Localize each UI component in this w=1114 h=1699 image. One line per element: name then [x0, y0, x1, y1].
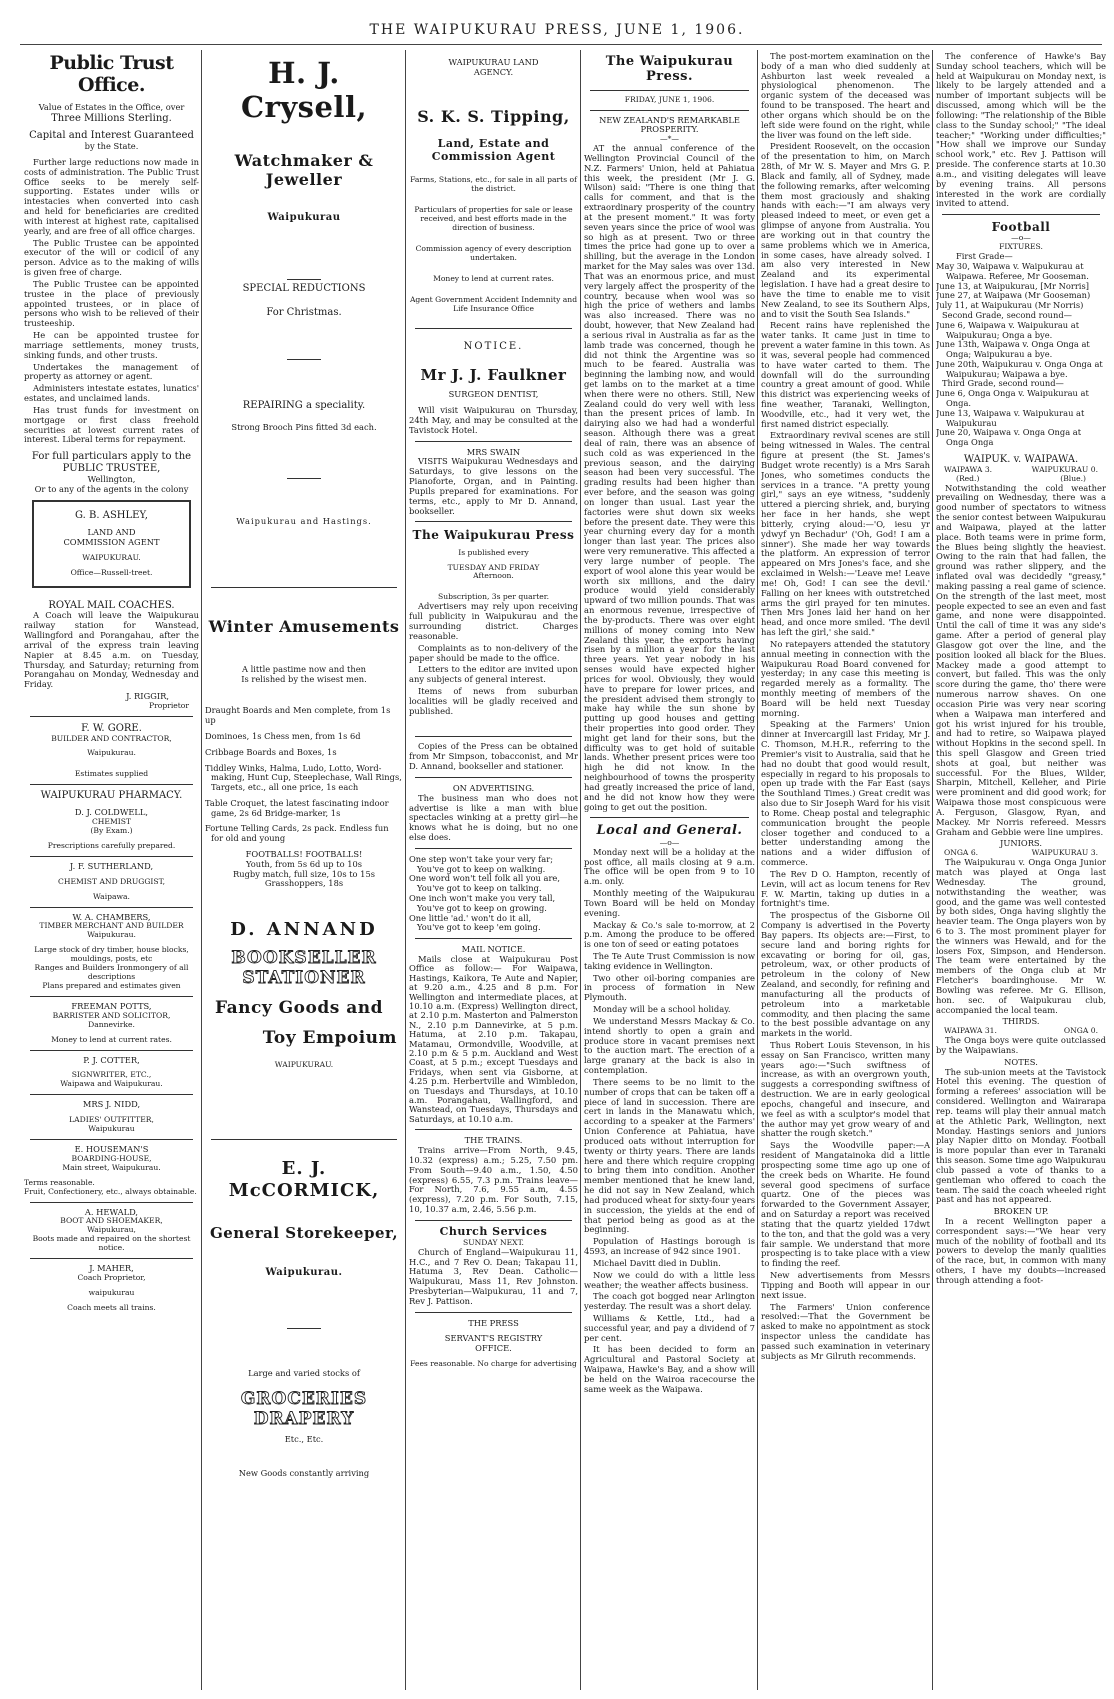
swain-paragraph: VISITS Waipukurau Wednesdays and Saturdays, to give lessons on the Pianoforte, Organ, and in Painting. Pupils prepared for examinations. For terms, etc., apply to Mr D. Annand, bookseller. [409, 456, 578, 516]
repairing-line: REPAIRING a speciality. [242, 399, 366, 411]
bookseller-line: BOOKSELLER [231, 948, 377, 969]
football-heading: Football [991, 220, 1051, 235]
maher-name: J. MAHER, [89, 1263, 134, 1274]
pastime-line: A little pastime now and then [242, 663, 366, 674]
trust-paragraph: Undertakes the management of property as attorney or agent. [24, 361, 199, 382]
fixture-line: June 13, Waipawa v. Waipukurau at Waipukurau [936, 407, 1085, 428]
heading-ornament: —o— [1011, 233, 1031, 243]
on-advertising-paragraph: The business man who does not advertise is like a man with blue spectacles winking at a pretty girl—he knows what he is doing, but no one else does. [409, 792, 578, 843]
chambers-town: Waipukurau. [87, 930, 136, 940]
score-right: ONGA 0. [1063, 1026, 1098, 1036]
gore-name: F. W. GORE. [81, 722, 142, 734]
local-paragraph: It has been decided to form an Agricultural and Pastoral Society at Waipawa, Hawke's Bay, and a show will be held on the Wairoa racecourse the same week as the Waipawa. [584, 1344, 755, 1394]
grade-heading: First Grade— [956, 251, 1013, 262]
fixture-line: June 13th, Waipawa v. Onga Onga at Onga; Waipukurau a bye. [936, 339, 1090, 360]
brooch-line: Strong Brooch Pins fitted 3d each. [231, 422, 377, 433]
maher-coach: Coach meets all trains. [67, 1302, 156, 1312]
on-advertising-heading: ON ADVERTISING. [452, 782, 535, 793]
agent-line: Agent Government Accident Indemnity and Life Insurance Office [409, 295, 578, 313]
chambers-name: W. A. CHAMBERS, [72, 911, 151, 922]
amusement-item: Dominoes, 1s Chess men, from 1s 6d [205, 730, 361, 741]
ashley-office: Office—Russell-treet. [70, 567, 153, 577]
wellington-line: Wellington, [87, 473, 136, 484]
land-agency-heading: AGENCY. [473, 66, 514, 77]
divider [30, 856, 193, 857]
registry-heading: OFFICE. [475, 1343, 512, 1354]
local-paragraph: Monday next will be a holiday at the post office, all mails closing at 9 a.m. The office will be open from 9 to 10 a.m. only. [584, 846, 755, 887]
trust-paragraph: He can be appointed trustee for marriage settlements, money trusts, sinking funds, and other trusts. [24, 330, 199, 360]
afternoon-line: Afternoon. [473, 571, 514, 581]
mccormick-trade: General Storekeeper, [209, 1223, 399, 1242]
local-paragraph: Williams & Kettle, Ltd., had a successful year, and pay a dividend of 7 per cent. [584, 1312, 755, 1343]
score-right: WAIPUKURAU 3. [1031, 848, 1098, 858]
potts-town: Dannevirke. [88, 1019, 135, 1029]
faulkner-visit: Will visit Waipukurau on Thursday, 24th May, and may be consulted at the Tavistock Hotel. [409, 405, 578, 435]
divider [287, 279, 321, 280]
divider [211, 587, 397, 588]
column-6-sport [936, 52, 1106, 1692]
cotter-name: P. J. COTTER, [83, 1054, 140, 1065]
divider [415, 736, 572, 737]
ashley-trade: COMMISSION AGENT [63, 536, 160, 547]
press-heading: The Waipukurau Press [412, 528, 575, 543]
divider [30, 1094, 193, 1095]
juniors-heading: JUNIORS. [1000, 838, 1042, 849]
farms-line: Farms, Stations, etc., for sale in all parts of the district. [410, 175, 577, 194]
agents-line: Or to any of the agents in the colony [34, 483, 189, 494]
masthead: THE WAIPUKURAU PRESS, JUNE 1, 1906. [369, 22, 745, 38]
maher-town: waipukurau [88, 1287, 135, 1297]
column-3-ads [409, 52, 578, 1692]
column-1-ads [24, 52, 199, 1692]
column-rule [580, 50, 581, 1690]
divider [415, 1129, 572, 1130]
news-paragraph: The prospectus of the Gisborne Oil Company is advertised in the Poverty Bay papers. Its objects are:—First, to secure land and boring rights for excavating or boring for oil, gas, petroleum, wax, or other products of petroleum in the colony of New Zealand, and secondly, for refining and manufacturing all the products of petroleum into a marketable commodity, and then placing the same to the best possible advantage on any markets in the world. [761, 910, 930, 1039]
winter-amusements-heading: Winter Amusements [208, 616, 400, 636]
news-paragraph: Says the Woodville paper:—A resident of Mangatainoka did a little prospecting some time ago up one of the creek beds on Wharite. He found several good specimens of surface quartz. One of the pieces was forwarded to the Government Assayer, and on Saturday a report was received stating that the quartz yielded 17dwt to the ton, and that the gold was a very fair sample. We understand that more prospecting is to take place with a view to finding the reef. [761, 1140, 930, 1269]
fixture-line: June 6, Onga Onga v. Waipukurau at Onga. [936, 388, 1089, 409]
local-paragraph: We understand Messrs Mackay & Co. intend shortly to open a grain and produce store in vacant premises next to the auction mart. The erection of a large granary at the back is also in contemplation. [584, 1015, 755, 1076]
news-paragraph: The Farmers' Union conference resolved:—That the Government be asked to make no appointment as stock inspector unless the candidate has passed such examination in veterinary subjects as Mr Gilruth recommends. [761, 1301, 930, 1361]
registry-heading: THE PRESS [468, 1317, 519, 1328]
news-paragraph: The Rev D O. Hampton, recently of Levin, will act as locum tenens for Rev F. W. Martin, taking up duties in a fortnight's time. [761, 868, 930, 909]
amusement-item: Fortune Telling Cards, 2s pack. Endless fun for old and young [205, 823, 389, 844]
registry-heading: SERVANT'S REGISTRY [444, 1333, 543, 1344]
commission-line: Commission agency of every description undertaken. [415, 244, 572, 263]
notice-heading: NOTICE. [463, 340, 524, 352]
paper-title: The Waipukurau Press. [605, 54, 734, 85]
news-paragraph: Speaking at the Farmers' Union dinner at Invercargill last Friday, Mr J. C. Thomson, M.H.R., referring to the Premier's visit to Australia, said that he had no doubt that good would result, especially in regard to his proposals to open up trade with the Far East (says the Southland Times.) Great credit was also due to Sir Joseph Ward for his visit to Rome. Cheap postal and telegraphic communication brought the people closer together and conduced to a better understanding among the nations and a wider diffusion of commerce. [761, 719, 930, 868]
royal-mail-signature: J. RIGGIR, [126, 691, 169, 701]
hewald-town: Waipukurau, [87, 1225, 136, 1235]
local-paragraph: There seems to be no limit to the number of crops that can be taken off a piece of land in succession. There are cert in lands in the Manawatu which, according to a speaker at the Farmers' Union Conference at Pahiatua, have produced oats without interruption for twenty or thirty years. There are lands here and there which require cropping to bring them into condition. Another member mentioned that he knew land, he did not say in New Zealand, which had produced wheat for sixty-four years in succession, the yields at the end of that period being as good as at the beginning. [584, 1076, 755, 1235]
local-paragraph: Michael Davitt died in Dublin. [593, 1257, 721, 1268]
divider [287, 359, 321, 360]
potts-name: FREEMAN POTTS, [71, 1000, 152, 1011]
poem-line: One word won't tell folk all you are, [409, 873, 560, 884]
local-paragraph: The coach got bogged near Arlington yesterday. The result was a short delay. [584, 1291, 755, 1312]
poem-line: One step won't take your very far; [409, 853, 553, 864]
chambers-line: Ranges and Builders Ironmongery of all descriptions [34, 963, 189, 982]
church-paragraph: Church of England—Waipukurau 11, H.C., and 7 Rev O. Dean; Takapau 11, Hatuma 3, Rev Dean. Catholic—Waipukurau, Mass 11, Rev Johnston. Presbyterian—Waipukurau, 11 and 7, Rev J. Pattison. [409, 1246, 578, 1306]
divider [590, 90, 749, 91]
local-paragraph: Monthly meeting of the Waipukurau Town Board will be held on Monday evening. [584, 888, 755, 918]
gore-estimates: Estimates supplied [74, 769, 149, 779]
divider [415, 328, 572, 329]
match-report: Notwithstanding the cold weather prevailing on Wednesday, there was a good number of spectators to witness the senior contest between Waipukurau and Waipawa, played at the latter place. Both teams were in prime form, the Blues being slightly the heaviest. Owing to the rain that had fallen, the ground was rather slippery, and the inflated oval was decidedly "greasy," making passing a real game of science. On the strength of the last meet, most people expected to see an even and fast game, and none were disappointed. Until the call of time it was any side's game. After a period of general play Glasgow got over the line, and the position looked all black for the Blues. Mackey made a good attempt to convert, but failed. This was the only score during the game, tho' there were numerous narrow shaves. On one occasion Pirie was very near scoring when a Waipawa man interfered and got his wrist injured for his trouble, and had to retire, so Waipawa played without Hopkins in the second spell. In this spell Glasgow and Green tried shots at goal, but neither was successful. For the Blues, Wilder, Sharpin, Mitchell, Kelleher, and Pirie were prominent and did good work; for Waipawa those most conspicuous were A. Ferguson, Glasgow, Ryan, and Mackey. Mr Norris refereed. Messrs Graham and Gebbie were line umpires. [936, 482, 1106, 837]
amusement-item: Cribbage Boards and Boxes, 1s [205, 746, 337, 757]
divider [287, 1328, 321, 1329]
local-general-heading: Local and General. [596, 823, 743, 839]
divider [415, 1220, 572, 1221]
column-5-news [761, 52, 930, 1692]
subscription-line: Subscription, 3s per quarter. [438, 592, 549, 602]
score-right: WAIPUKURAU 0. [1031, 464, 1098, 474]
news-paragraph: No ratepayers attended the statutory annual meeting in connection with the Waipukurau Road Board convened for yesterday; in any case this meeting is regarded merely as a formality. The monthly meeting of members of the Board will be held next Tuesday morning. [761, 638, 930, 718]
poem-line: One inch won't make you very tall, [409, 893, 556, 904]
coldwell-trade: CHEMIST [91, 816, 132, 826]
trust-paragraph: The Public Trustee can be appointed trustee in the place of previously appointed trustees, or in place of persons who wish to be relieved of their trusteeship. [24, 278, 199, 329]
trust-paragraph: The Public Trustee can be appointed executor of the will or codicil of any person. Advice as to the making of wills is given free of charge. [24, 237, 199, 278]
thirds-report: The Onga boys were quite outclassed by the Waipawians. [936, 1035, 1106, 1055]
fancy-goods-line: Fancy Goods and [215, 998, 383, 1019]
mccormick-name: E. J. McCORMICK, [228, 1158, 380, 1201]
score-left: ONGA 6. [944, 848, 979, 858]
divider [30, 1258, 193, 1259]
copies-paragraph: Copies of the Press can be obtained from Mr Simpson, tobacconist, and Mr D. Annand, bookseller and stationer. [409, 741, 578, 772]
value-line: Three Millions Sterling. [51, 112, 172, 124]
divider [30, 716, 193, 717]
amusement-item: Draught Boards and Men complete, from 1s up [205, 705, 391, 726]
divider [30, 1050, 193, 1051]
press-paragraph: Complaints as to non-delivery of the paper should be made to the office. [409, 642, 578, 663]
money-line: Money to lend at current rates. [433, 274, 554, 284]
value-line: Value of Estates in the Office, over [38, 101, 185, 112]
sutherland-town: Waipawa. [93, 891, 130, 901]
column-2-ads [205, 52, 403, 1692]
column-rule [757, 50, 758, 1690]
new-goods-line: New Goods constantly arriving [238, 1468, 370, 1479]
fixture-line: June 20, Waipawa v. Onga Onga at Onga Onga [936, 427, 1082, 448]
special-reductions: SPECIAL REDUCTIONS [242, 282, 366, 294]
footballs-heading: FOOTBALLS! FOOTBALLS! [245, 848, 363, 859]
headline: NEW ZEALAND'S REMARKABLE PROSPERITY. [599, 114, 740, 135]
trains-paragraph: Trains arrive—From North, 9.45, 10.32 (express) a.m.; 5.25, 7.50 pm. From South—9.40 a.m., 1.50, 4.50 (express) 6.55, 7.3 p.m. Trains leave—For North, 7.6, 9.55 a.m, 4.55 (express), 7.20 p.m. For South, 7.15, 10, 10.37 a.m, 2.46, 5.56 p.m. [409, 1145, 578, 1214]
mccormick-town: Waipukurau. [265, 1266, 343, 1278]
divider [415, 441, 572, 442]
football-price: Youth, from 5s 6d up to 10s [245, 858, 363, 869]
potts-money: Money to lend at current rates. [51, 1034, 172, 1044]
tipping-trade: Land, Estate and [437, 137, 550, 151]
local-paragraph: Mackay & Co.'s sale to-morrow, at 2 p.m. Among the produce to be offered is one ton of seed or eating potatoes [584, 919, 755, 950]
capital-line: Capital and Interest Guaranteed [29, 130, 194, 142]
fixture-line: June 20th, Waipukurau v. Onga Onga at Waipukurau; Waipawa a bye. [936, 358, 1103, 379]
football-price: Grasshoppers, 18s [264, 878, 344, 889]
published-line: Is published every [458, 547, 529, 557]
fixture-line: June 6, Waipawa v. Waipukurau at Waipukurau; Onga a bye. [936, 319, 1080, 340]
divider [942, 214, 1100, 215]
divider [287, 478, 321, 479]
surgeon-line: SURGEON DENTIST, [448, 389, 539, 400]
swain-heading: MRS SWAIN [466, 446, 521, 457]
nidd-name: MRS J. NIDD, [82, 1099, 141, 1110]
poem-line: You've got to keep on growing. [417, 902, 547, 913]
divider [590, 110, 749, 111]
issue-date: FRIDAY, JUNE 1, 1906. [624, 94, 715, 104]
mail-notice-heading: MAIL NOTICE. [461, 944, 526, 955]
sutherland-trade: CHEMIST AND DRUGGIST, [58, 876, 165, 886]
stocks-line: Large and varied stocks of [248, 1368, 360, 1379]
grade-heading: Third Grade, second round— [942, 378, 1064, 389]
amusement-item: Tiddley Winks, Halma, Ludo, Lotto, Word-making, Hunt Cup, Steeplechase, Wall Rings, Targets, etc., all one price, 1s each [205, 762, 402, 793]
divider [30, 907, 193, 908]
crysell-trade: Watchmaker & Jeweller [234, 151, 374, 190]
news-paragraph: Thus Robert Louis Stevenson, in his essay on San Francisco, written many years ago:—"Such swiftness of increase, as with an overgrown youth, suggests a corresponding swiftness of destruction. We are in early geological epochs, changeful and insecure, and we feel as with a sculptor's model that the author may yet grow weary of and shatter the rough sketch." [761, 1039, 930, 1139]
fees-line: Fees reasonable. No charge for advertising [410, 1359, 577, 1369]
capital-line: by the State. [84, 141, 139, 152]
gore-town: Waipukurau. [87, 748, 136, 758]
maher-trade: Coach Proprietor, [77, 1272, 146, 1282]
groceries-line: GROCERIES [240, 1389, 368, 1410]
top-rule [20, 44, 1102, 45]
grade-heading: Second Grade, second round— [942, 310, 1072, 320]
football-price: Rugby match, full size, 10s to 15s [232, 868, 375, 879]
team-right: (Blue.) [1060, 473, 1086, 483]
particulars-line: For full particulars apply to the [31, 451, 192, 463]
days-line: TUESDAY AND FRIDAY [447, 562, 540, 572]
houseman-terms: Terms reasonable. [24, 1177, 95, 1187]
press-paragraph: Advertisers may rely upon receiving full publicity in Waipukurau and the surrounding district. Charges reasonable. [409, 601, 578, 641]
divider [415, 521, 572, 522]
thirds-heading: THIRDS. [1002, 1016, 1040, 1027]
local-paragraph: Monday will be a school holiday. [593, 1004, 731, 1015]
nidd-town: Waipukurau [88, 1124, 135, 1134]
cotter-trade: SIGNWRITER, ETC., [71, 1070, 152, 1080]
fixture-line: June 27, at Waipawa (Mr Gooseman) [936, 290, 1091, 301]
nidd-trade: LADIES' OUTFITTER, [69, 1115, 154, 1125]
press-paragraph: Letters to the editor are invited upon any subjects of general interest. [409, 664, 578, 685]
cotter-town: Waipawa and Waipukurau. [60, 1079, 163, 1089]
press-paragraph: Items of news from suburban localities will be gladly received and published. [409, 686, 578, 716]
toy-emporium-line: Toy Empoium [262, 1028, 397, 1049]
stationer-line: STATIONER [242, 968, 366, 989]
coldwell-prescriptions: Prescriptions carefully prepared. [47, 840, 176, 850]
houseman-address: Main street, Waipukurau. [62, 1162, 161, 1172]
news-paragraph: President Roosevelt, on the occasion of the presentation to him, on March 28th, of Mr W. S. Mayer and Mrs G. P. Black and family, all of Sydney, made the following remarks, after welcoming them most graciously and shaking hands with each:—"I am always very pleased indeed to meet, or even get a glimpse of anyone from Australia. You are working out in that country the same problems which we in America, in some cases, have already solved. I am also very interested in New Zealand and its experimental legislation. I have had a great desire to have the time to enable me to visit New Zealand, to see its Southern Alps, and to visit the South Sea Islands." [761, 141, 930, 319]
fixture-line: May 30, Waipawa v. Waipukurau at Waipawa. Referee, Mr Gooseman. [936, 261, 1089, 281]
trustee-line: PUBLIC TRUSTEE, [62, 462, 161, 474]
royal-mail-proprietor: Proprietor [149, 700, 189, 710]
divider [30, 996, 193, 997]
column-rule [405, 50, 406, 1690]
heading-ornament: —o— [659, 837, 680, 847]
divider [30, 784, 193, 785]
poem-line: You've got to keep on talking. [417, 883, 542, 894]
gore-trade: BUILDER AND CONTRACTOR, [51, 733, 172, 743]
trust-paragraph: Has trust funds for investment on mortgage or first class freehold securities at lowest current rates of interest. Liberal terms for repayment. [24, 404, 199, 445]
news-paragraph: The post-mortem examination on the body of a man who died suddenly at Ashburton last week revealed a physiological phenomenon. The organic system of the deceased was found to be transposed. The heart and other organs which should be on the left side were found on the right, while the liver was found on the left side. [761, 52, 930, 140]
hewald-boots: Boots made and repaired on the shortest notice. [32, 1234, 191, 1253]
news-paragraph: Recent rains have replenished the water tanks. It came just in time to prevent a water famine in this town. As it was, several people had commenced to have water carted to them. The downfall will do the surrounding country a great amount of good. While this district was experiencing weeks of fine weather, Taranaki, Wellington, Woodville, etc., had it very wet, the first named district especially. [761, 320, 930, 429]
divider [590, 817, 749, 818]
royal-mail-heading: ROYAL MAIL COACHES. [48, 599, 175, 611]
juniors-report: The Waipukurau v. Onga Onga Junior match was played at Onga last Wednesday. The ground, notwithstanding the weather, was good, and the game was well contested by both sides, Onga having slightly the heavier team. The Onga players won by 6 to 3. The most prominent player for the winners was Hewald, and for the losers Fox, Simpson, and Henderson. The team were entertained by the members of the Onga club at Mr Fletcher's boardinghouse. Mr W. Bowling was referee. Mr G. Ellison, hon. sec. of Waipukurau club, accompanied the local team. [936, 857, 1106, 1015]
trains-heading: THE TRAINS. [464, 1135, 523, 1146]
fixture-line: June 13, at Waipukurau, [Mr Norris] [936, 280, 1089, 291]
local-paragraph: Two other oil-boring companies are in process of formation in New Plymouth. [584, 972, 755, 1003]
etc-line: Etc., Etc. [284, 1434, 324, 1445]
score-left: WAIPAWA 3. [944, 464, 993, 474]
broken-up-paragraph: In a recent Wellington paper a correspondent says:—"We hear very much of the nobility of football and its powers to develop the manly qualities of the race, but, in common with many others, I have my doubts—increased through attending a foot- [936, 1215, 1106, 1285]
news-paragraph: Extraordinary revival scenes are still being witnessed in Wales. The central figure at present (the St. James's Budget wrote recently) is a Mrs Sarah Jones, who sometimes conducts the services in a trance. "A pretty young girl," says an eye witness, "suddenly uttered a piercing shriek, and, burying her face in her hands, she wept bitterly, crying aloud:—'O, iesu yr ydwyf yn Bechadur' ('Oh, God! I am a sinner'). She made her way towards the platform. An expression of terror appeared on Mrs Jones's face, and she exclaimed in Welsh:—'Leave me! Leave me! Oh, God! I can see the devil.' Falling on her knees with outstretched arms the girl prayed for ten minutes. Then Mrs Jones laid her hand on her head, and once more smiled. 'The devil has left the girl,' she said." [761, 430, 930, 638]
royal-mail-paragraph: A Coach will leave the Waipukurau railway station for Wanstead, Wallingford and Porangahau, after the arrival of the express train leaving Napier at 8.45 a.m. on Tuesday, Thursday, and Saturday; returning from Porangahau on Monday, Wednesday and Friday. [24, 610, 199, 690]
poem-line: You've got to keep on walking. [417, 863, 546, 874]
local-paragraph: The Te Aute Trust Commission is now taking evidence in Wellington. [584, 951, 755, 971]
crysell-name: H. J. Crysell, [240, 56, 368, 125]
divider [211, 1139, 397, 1140]
land-agency-heading: WAIPUKURAU LAND [448, 57, 539, 67]
conference-paragraph: The conference of Hawke's Bay Sunday school teachers, which will be held at Waipukurau on Monday next, is likely to be largely attended and a number of important subjects will be discussed, among which will be the following: "The relationship of the Bible class to the Sunday school;" "The ideal teacher;" "Working under difficulties;" "How shall we improve our Sunday school work," etc. Rev J. Pattison will preside. The conference starts at 10.30 a.m., and visiting delegates will leave by evening trains. All persons interested in the work are cordially invited to attend. [936, 52, 1106, 209]
sutherland-name: J. F. SUTHERLAND, [69, 860, 154, 871]
column-rule [932, 50, 933, 1690]
houseman-name: E. HOUSEMAN'S [74, 1143, 149, 1154]
ashley-town: WAIPUKURAU. [82, 552, 141, 562]
notes-paragraph: The sub-union meets at the Tavistock Hotel this evening. The question of forming a referees' association will be considered. Wellington and Wairarapa rep. teams will play their annual match at the Athletic Park, Wellington, next Monday. Hastings seniors and juniors play Napier ditto on Monday. Football is more popular than ever in Taranaki this season. Some time ago Waipukurau club passed a vote of thanks to a gentleman who offered to coach the team. The said the coach wheeled right past and has not appeared. [936, 1066, 1106, 1205]
coldwell-exam: (By Exam.) [90, 825, 133, 835]
houseman-trade: BOARDING-HOUSE, [71, 1153, 152, 1163]
potts-trade: BARRISTER AND SOLICITOR, [52, 1010, 171, 1020]
broken-up-heading: BROKEN UP. [993, 1206, 1049, 1217]
coldwell-name: D. J. COLDWELL, [74, 807, 149, 818]
christmas-line: For Christmas. [266, 306, 342, 318]
pharmacy-heading: WAIPUKURAU PHARMACY. [40, 790, 183, 802]
trust-paragraph: Further large reductions now made in costs of administration. The Public Trust Office seeks to be merely self-supporting. Estates under wills or intestacies when converted into cash and held for beneficiaries are credited with interest at highest rate, capitalised yearly, and are free of all office charges. [24, 156, 199, 236]
ashley-trade: LAND AND [87, 527, 136, 538]
mail-notice-paragraph: Mails close at Waipukurau Post Office as follow:— For Waipawa, Hastings, Kaikora, Te Aute and Napier, at 9.20 a.m., 4.25 and 8 p.m. For Wellington and intermediate places, at 10.10 a.m. (Express) Wellington direct, at 2.10 p.m. Masterton and Palmerston N., 2.10 p.m Dannevirke, at 5 p.m. Hatuma, at 2.10 p.m. Takapau, Matamau, Ormondville, Woodville, at 2.10 p.m & 5 p.m. Auckland and West Coast, at 5 p.m.; except Tuesdays and Fridays, when sent via Gisborne, at 4.25 p.m. Herbertville and Wimbledon, on Tuesdays and Thursdays, at 10.10 a.m. Porangahau, Wallingford, and Wanstead, on Tuesdays, Thursdays and Saturdays, at 10.10 a.m. [409, 953, 578, 1124]
church-heading: Church Services [439, 1224, 548, 1238]
chambers-line: Plans prepared and estimates given [42, 981, 181, 991]
divider [415, 777, 572, 778]
annand-name: D. ANNAND [230, 919, 378, 941]
trust-paragraph: Administers intestate estates, lunatics' estates, and unclaimed lands. [24, 383, 199, 404]
column-rule [201, 50, 202, 1690]
sunday-line: SUNDAY NEXT. [463, 1237, 524, 1247]
score-left: WAIPAWA 31. [944, 1026, 997, 1036]
public-trust-title: Public Trust Office. [49, 52, 174, 97]
poem-line: You've got to keep 'em going. [417, 922, 541, 933]
notes-heading: NOTES. [1004, 1056, 1038, 1067]
divider [415, 938, 572, 939]
divider [415, 848, 572, 849]
tipping-trade: Commission Agent [431, 150, 556, 164]
houseman-fruit: Fruit, Confectionery, etc., always obtainable. [24, 1186, 197, 1196]
headline-ornament: —*— [660, 134, 679, 144]
chambers-trade: TIMBER MERCHANT AND BUILDER [39, 921, 184, 931]
divider [30, 1139, 193, 1140]
annand-town: WAIPUKURAU. [274, 1059, 334, 1069]
local-paragraph: Now we could do with a little less weather; the weather affects business. [584, 1269, 755, 1290]
pastime-line: Is relished by the wisest men. [241, 673, 367, 684]
ashley-advert [32, 500, 191, 587]
amusement-item: Table Croquet, the latest fascinating indoor game, 2s 6d Bridge-marker, 1s [205, 797, 389, 818]
towns-line: Waipukurau and Hastings. [236, 516, 372, 527]
divider [415, 1312, 572, 1313]
drapery-line: DRAPERY [253, 1409, 355, 1430]
chambers-line: Large stock of dry timber, house blocks, mouldings, posts, etc [34, 945, 189, 964]
crysell-town: Waipukurau [267, 212, 341, 224]
fixtures-heading: FIXTURES. [999, 242, 1043, 252]
tipping-name: S. K. S. Tipping, [417, 106, 570, 126]
news-paragraph: New advertisements from Messrs Tipping and Booth will appear in our next issue. [761, 1270, 930, 1300]
match-heading: WAIPUK. v. WAIPAWA. [963, 453, 1079, 465]
hewald-name: A. HEWALD, [84, 1206, 139, 1217]
particulars-line: Particulars of properties for sale or lease received, and best efforts made in the direction of business. [414, 205, 573, 233]
ashley-name: G. B. ASHLEY, [75, 510, 148, 522]
team-left: (Red.) [956, 473, 980, 483]
divider [30, 1202, 193, 1203]
poem-line: One little 'ad.' won't do it all, [409, 912, 532, 923]
hewald-trade: BOOT AND SHOEMAKER, [60, 1216, 163, 1226]
column-4-editorial [584, 52, 755, 1692]
editorial-paragraph: AT the annual conference of the Wellington Provincial Council of the N.Z. Farmers' Union, held at Pahiatua this week, the president (Mr J. G. Wilson) said: "There is one thing that calls for comment, and that is the extraordinary prosperity of the country at the present moment." It was forty seven years since the price of wool was so high as at present. Two or three times the price had gone up to over a shilling, but the average in the London market for the May sales was over 13d. That was an enormous price, and must very largely affect the prosperity of the country, because when wool was so high the price of wethers and lambs was also increased. There was no doubt, however, that New Zealand had a serious rival in Australia as far as the lamb trade was concerned, though he did not think the Argentine was so much to be feared. Australia was beginning the lambing now, and would get lambs on to the market at a time when there were no others. Still, New Zealand could do very well with less than the present prices of lamb. In dairying also we had had a wonderful season. Although there was a great deal of rain, there was an absence of such cold as was experienced in the previous season, and the dairying season had been very successful. The grading results had been higher than ever before, and the season was going on longer than usual. Last year the factories were shut down six weeks before the present date. They were this year churning every day for a month longer than last year. The prices also were very remunerative. This affected a very large number of people. The export of wool alone this year would be worth six millions, and the dairy produce would yield considerably upward of two million pounds. That was an enormous revenue, irrespective of the by-products. There was over eight millions of money coming into New Zealand this year, the exports having risen by a million a year for the last three years. Yet year nobody in his senses would have expected higher prices for wool. Obviously, they would have to prepare for lower prices, and the president advised them strongly to make hay while the sun shone by putting up good houses and getting their properties into good order. They might get land for their sons, but the difficulty was to get hold of suitable lands. Whether present prices were too high he did not know. In the neighbourhood of towns the prosperity had greatly increased the price of land, and he did not know how they were going to get out the position. [584, 143, 755, 812]
fixture-line: July 11, at Waipukurau (Mr Norris) [936, 300, 1084, 311]
faulkner-name: Mr J. J. Faulkner [420, 365, 567, 384]
local-paragraph: Population of Hastings borough is 4593, an increase of 942 since 1901. [584, 1236, 755, 1257]
